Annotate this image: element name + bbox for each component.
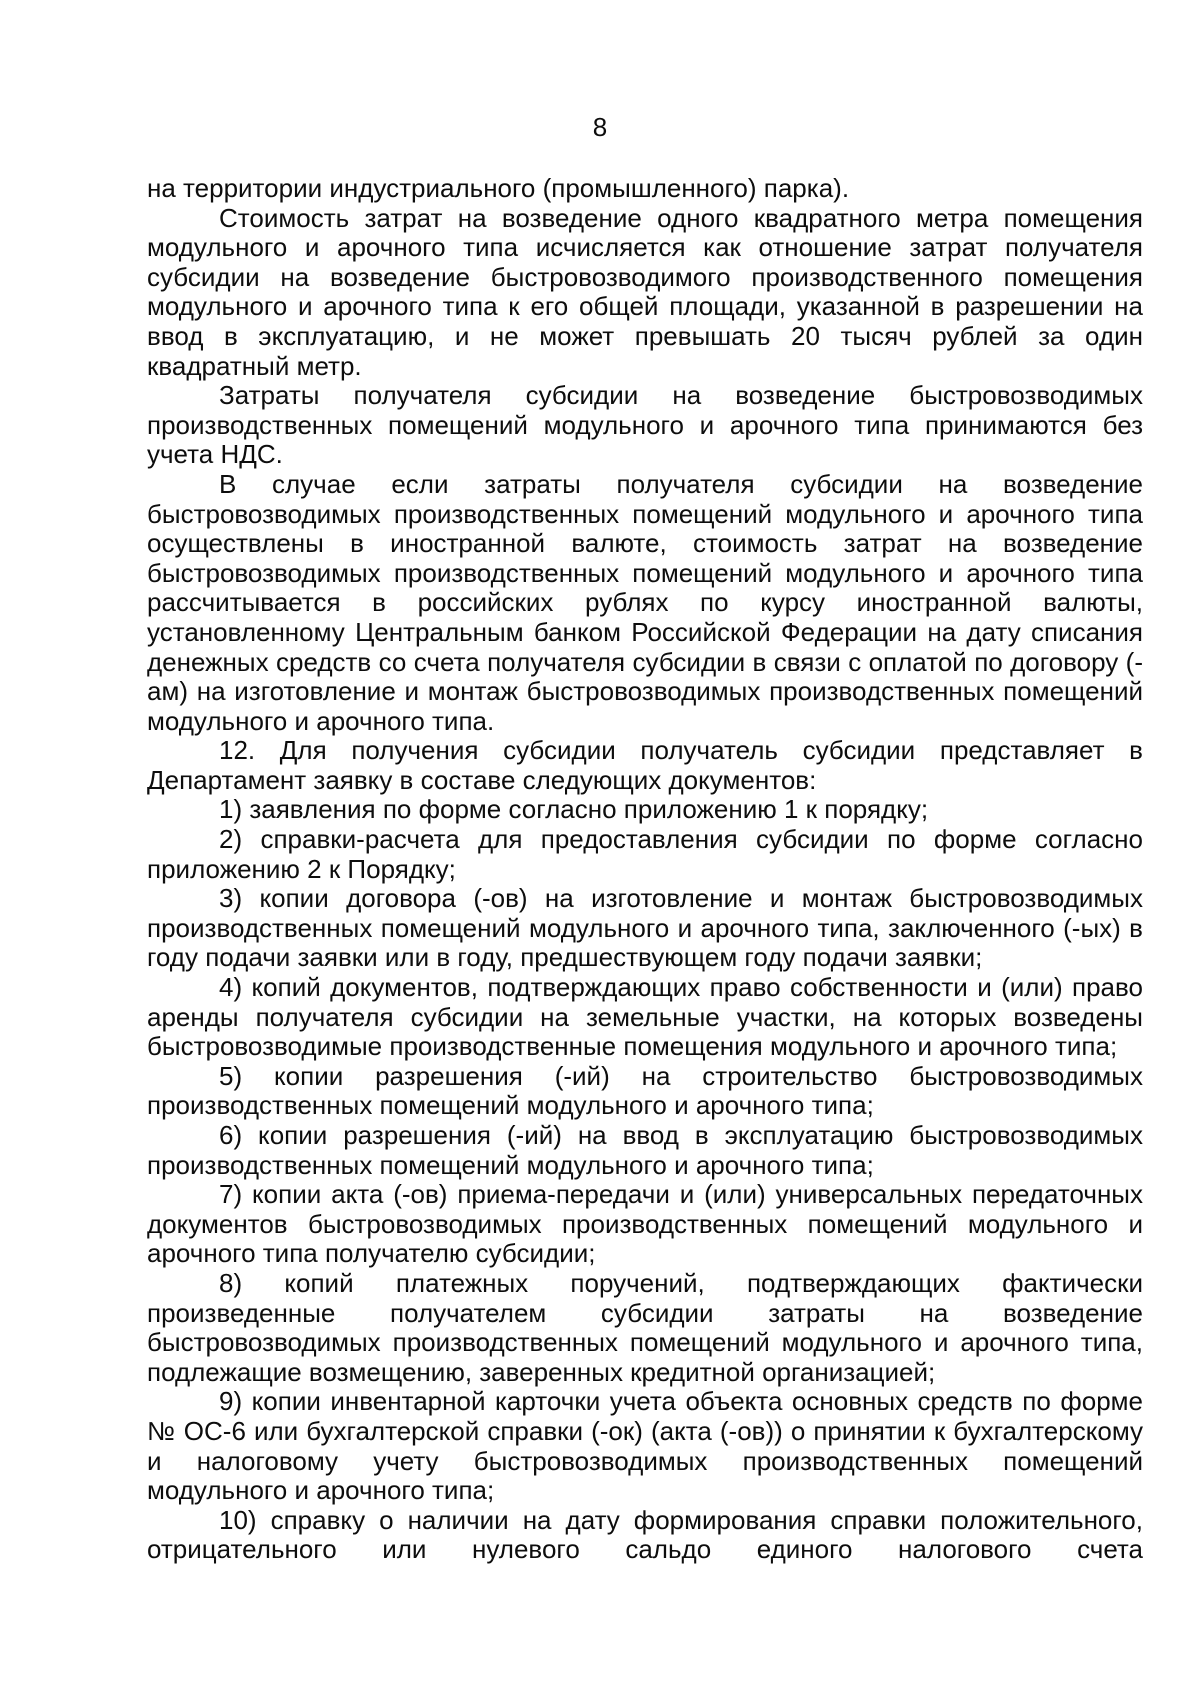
paragraph-continuation: на территории индустриального (промышленного) парка). [147, 173, 850, 203]
list-item-1: 1) заявления по форме согласно приложению 1 к порядку; [219, 794, 929, 825]
list-item-2: 2) справки-расчета для предоставления субсидии по форме согласно приложению 2 к Порядку; [147, 824, 1143, 884]
list-item-9: 9) копии инвентарной карточки учета объекта основных средств по форме № ОС-6 или бухгалтерской справки (-ок) (акта (-ов)) о принятии к бухгалтерскому и налоговому учету быстровозводимых производственных помещений модульного и арочного типа; [147, 1386, 1143, 1506]
list-item-7: 7) копии акта (-ов) приема-передачи и (или) универсальных передаточных документов быстровозводимых производственных помещений модульного и арочного типа получателю субсидии; [147, 1179, 1143, 1269]
paragraph-cost-calculation: Стоимость затрат на возведение одного квадратного метра помещения модульного и арочного типа исчисляется как отношение затрат получателя субсидии на возведение быстровозводимого производственного помещения модульного и арочного типа к его общей площади, указанной в разрешении на ввод в эксплуатацию, и не может превышать 20 тысяч рублей за один квадратный метр. [147, 202, 1143, 381]
paragraph-foreign-currency: В случае если затраты получателя субсидии на возведение быстровозводимых производственных помещений модульного и арочного типа осуществлены в иностранной валюте, стоимость затрат на возведение быстровозводимых производственных помещений модульного и арочного типа рассчитывается в российских рублях по курсу иностранной валюты, установленному Центральным банком Российской Федерации на дату списания денежных средств со счета получателя субсидии в связи с оплатой по договору (-ам) на изготовление и монтаж быстровозводимых производственных помещений модульного и арочного типа. [147, 468, 1143, 736]
document-body [147, 174, 1143, 1565]
paragraph-vat: Затраты получателя субсидии на возведение быстровозводимых производственных помещений модульного и арочного типа принимаются без учета НДС. [147, 380, 1143, 470]
list-item-10: 10) справку о наличии на дату формирования справки положительного, отрицательного или нулевого сальдо единого налогового счета [147, 1504, 1143, 1565]
paragraph-section-12: 12. Для получения субсидии получатель субсидии представляет в Департамент заявку в составе следующих документов: [147, 735, 1143, 795]
list-item-8: 8) копий платежных поручений, подтверждающих фактически произведенные получателем субсидии затраты на возведение быстровозводимых производственных помещений модульного и арочного типа, подлежащие возмещению, заверенных кредитной организацией; [147, 1267, 1143, 1387]
list-item-4: 4) копий документов, подтверждающих право собственности и (или) право аренды получателя субсидии на земельные участки, на которых возведены быстровозводимые производственные помещения модульного и арочного типа; [147, 972, 1143, 1062]
list-item-6: 6) копии разрешения (-ий) на ввод в эксплуатацию быстровозводимых производственных помещений модульного и арочного типа; [147, 1120, 1143, 1180]
list-item-3: 3) копии договора (-ов) на изготовление и монтаж быстровозводимых производственных помещений модульного и арочного типа, заключенного (-ых) в году подачи заявки или в году, предшествующем году подачи заявки; [147, 883, 1143, 973]
list-item-5: 5) копии разрешения (-ий) на строительство быстровозводимых производственных помещений модульного и арочного типа; [147, 1060, 1143, 1121]
page-number: 8 [592, 112, 608, 142]
